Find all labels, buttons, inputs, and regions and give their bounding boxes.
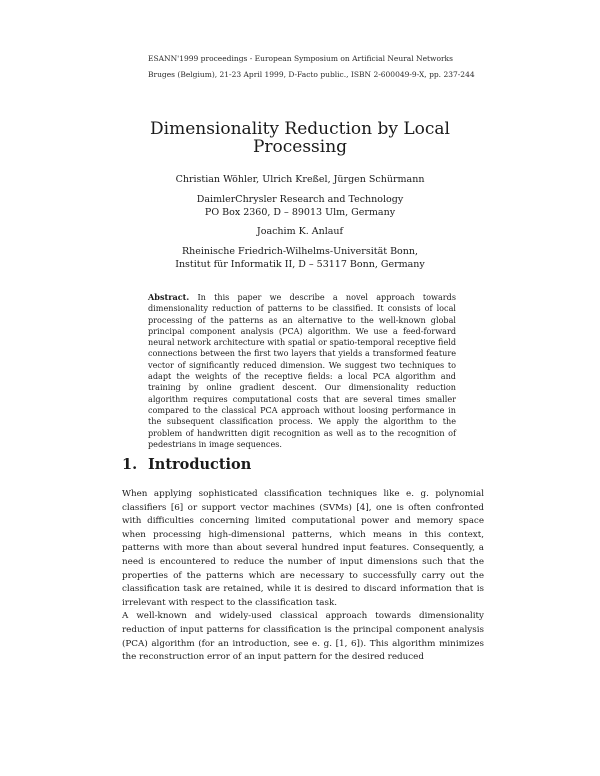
abstract bbox=[148, 292, 456, 450]
section-heading bbox=[122, 456, 251, 473]
proceedings-header-line-2: Bruges (Belgium), 21-23 April 1999, D-Facto public., ISBN 2-600049-9-X, pp. 237-244 bbox=[148, 70, 475, 79]
abstract-label: Abstract. bbox=[148, 292, 190, 302]
section-title: Introduction bbox=[148, 456, 252, 473]
paragraph-1: When applying sophisticated classification techniques like e. g. polynomial classifiers [6] or support vector machines (SVMs) [4], one is often confronted with difficulties concerning limited computational power and memory space when processing high-dimensional patterns, which means in this context, patterns with more than about several hundred input features. Consequently, a need is encountered to reduce the number of input dimensions such that the properties of the patterns which are necessary to successfully carry out the classification task are retained, while it is desired to discard information that is irrelevant with respect to the classification task. bbox=[122, 489, 484, 608]
affiliation-2-line-2: Institut für Informatik II, D – 53117 Bonn, Germany bbox=[175, 259, 425, 270]
body-text bbox=[122, 488, 484, 665]
affiliation-1-line-2: PO Box 2360, D – 89013 Ulm, Germany bbox=[204, 207, 396, 218]
section-number: 1. bbox=[122, 456, 138, 473]
paragraph-2: A well-known and widely-used classical approach towards dimensionality reduction of input patterns for classification is the principal component analysis (PCA) algorithm (for an introduction, see e. g. [1, 6]). This algorithm minimizes the reconstruction error of an input pattern for the desired reduced bbox=[122, 611, 484, 663]
paper-title-line-1: Dimensionality Reduction by Local bbox=[150, 119, 450, 139]
affiliation-2-line-1: Rheinische Friedrich-Wilhelms-Universität Bonn, bbox=[181, 246, 419, 257]
abstract-text: In this paper we describe a novel approach towards dimensionality reduction of patterns to be classified. It consists of local processing of the patterns as an alternative to the well-known global principal component analysis (PCA) algorithm. We use a feed-forward neural network architecture with spatial or spatio-temporal receptive field connections between the first two layers that yields a transformed feature vector of significantly reduced dimension. We suggest two techniques to adapt the weights of the receptive fields: a local PCA algorithm and training by online gradient descent. Our dimensionality reduction algorithm requires computational costs that are several times smaller compared to the classical PCA approach without loosing performance in the subsequent classification process. We apply the algorithm to the problem of handwritten digit recognition as well as to the recognition of pedestrians in image sequences. bbox=[148, 292, 456, 449]
author-2: Joachim K. Anlauf bbox=[256, 226, 344, 237]
paper-title-line-2: Processing bbox=[252, 137, 348, 157]
proceedings-header-line-1: ESANN'1999 proceedings - European Symposium on Artificial Neural Networks bbox=[148, 54, 453, 63]
affiliation-1-line-1: DaimlerChrysler Research and Technology bbox=[196, 194, 404, 205]
authors: Christian Wöhler, Ulrich Kreßel, Jürgen Schürmann bbox=[175, 174, 425, 185]
